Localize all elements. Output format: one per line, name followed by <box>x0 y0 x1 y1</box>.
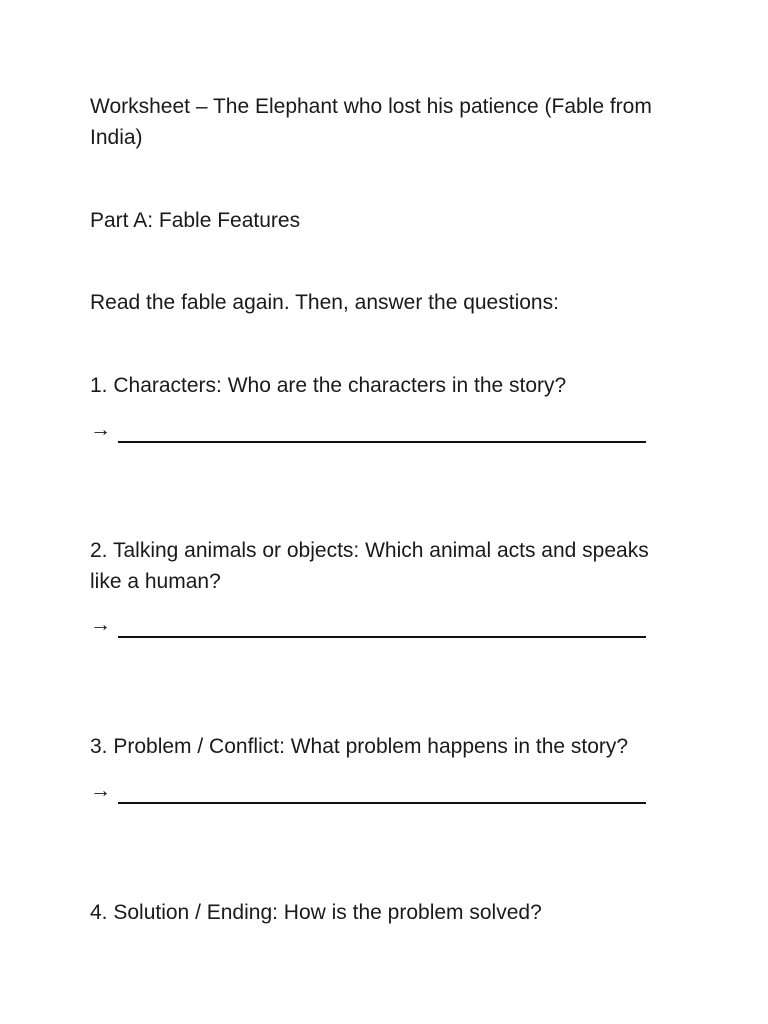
answer-blank-1[interactable] <box>118 419 646 443</box>
answer-line-2[interactable] <box>90 609 646 640</box>
arrow-icon: → <box>90 418 111 441</box>
question-3: 3. Problem / Conflict: What problem happens in the story? <box>90 735 629 758</box>
answer-blank-3[interactable] <box>118 780 646 804</box>
worksheet-title: Worksheet – The Elephant who lost his patience (Fable from India) <box>90 95 652 149</box>
answer-blank-2[interactable] <box>118 614 646 638</box>
question-4: 4. Solution / Ending: How is the problem solved? <box>90 901 542 924</box>
arrow-icon: → <box>90 779 111 802</box>
answer-line-3[interactable] <box>90 775 646 806</box>
instructions: Read the fable again. Then, answer the questions: <box>90 291 559 314</box>
question-1: 1. Characters: Who are the characters in the story? <box>90 374 567 397</box>
question-2: 2. Talking animals or objects: Which animal acts and speaks like a human? <box>90 539 649 593</box>
part-heading: Part A: Fable Features <box>90 209 301 232</box>
arrow-icon: → <box>90 613 111 636</box>
answer-line-1[interactable] <box>90 414 646 445</box>
